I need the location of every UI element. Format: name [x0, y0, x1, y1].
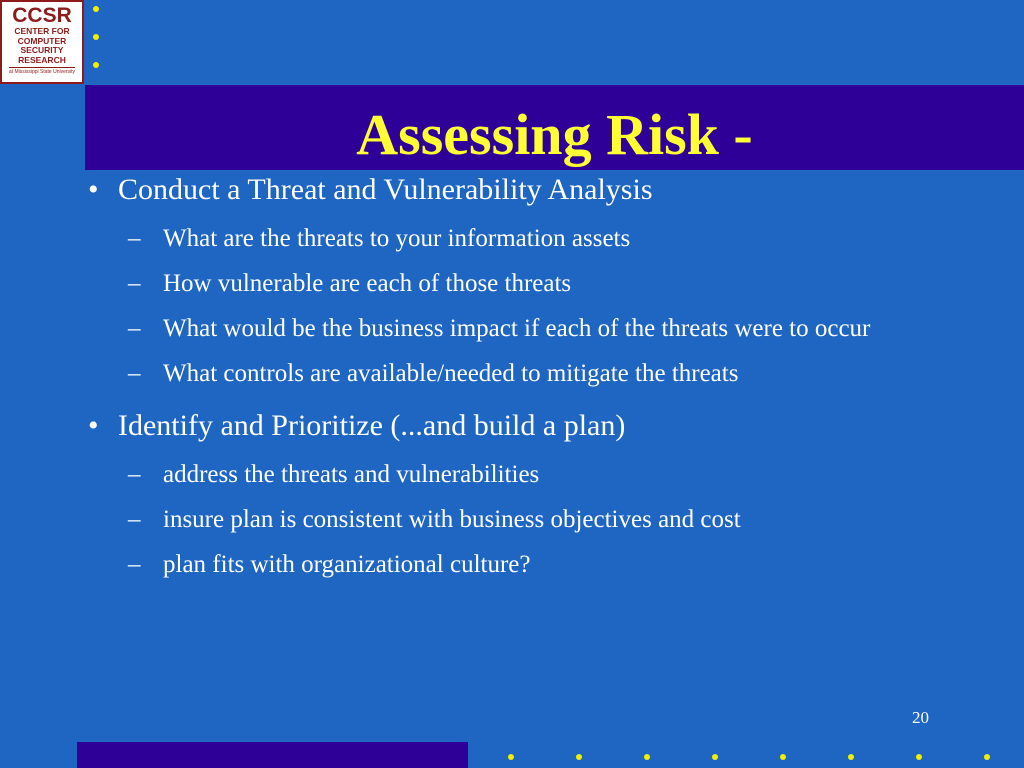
- dash-icon: –: [128, 315, 141, 342]
- sub-bullet-text: What controls are available/needed to mitigate the threats: [163, 360, 739, 387]
- sub-bullet-item: [88, 357, 908, 390]
- bullet-icon: •: [88, 409, 99, 442]
- dot-icon: [780, 754, 786, 760]
- ccsr-logo: [0, 0, 84, 84]
- dash-icon: –: [128, 360, 141, 387]
- sub-bullet-item: [88, 267, 908, 300]
- sub-bullet-text: What would be the business impact if each of the threats were to occur: [163, 315, 871, 342]
- sub-bullet-text: address the threats and vulnerabilities: [163, 461, 540, 488]
- logo-line: CENTER FOR: [14, 26, 70, 36]
- dot-icon: [712, 754, 718, 760]
- logo-line: COMPUTER: [17, 35, 67, 46]
- sub-bullet-text: insure plan is consistent with business objectives and cost: [163, 506, 741, 533]
- dot-icon: [93, 34, 99, 40]
- sub-bullet-text: What are the threats to your information assets: [163, 225, 631, 252]
- bullet-icon: •: [88, 173, 99, 206]
- sub-bullet-item: [88, 458, 908, 491]
- bullet-item: [88, 172, 908, 208]
- logo-line: RESEARCH: [18, 54, 66, 65]
- dash-icon: –: [128, 270, 141, 297]
- sub-bullet-item: [88, 222, 908, 255]
- dash-icon: –: [128, 461, 141, 488]
- dot-icon: [848, 754, 854, 760]
- dash-icon: –: [128, 506, 141, 533]
- dot-icon: [916, 754, 922, 760]
- sub-bullet-text: How vulnerable are each of those threats: [163, 270, 572, 297]
- page-number: 20: [912, 708, 929, 727]
- logo-line: SECURITY: [20, 45, 64, 55]
- sub-bullet-text: plan fits with organizational culture?: [163, 551, 531, 578]
- sub-bullet-item: [88, 312, 908, 345]
- sub-bullet-item: [88, 503, 908, 536]
- logo-subtitle: at Mississippi State University: [8, 69, 76, 75]
- bullet-item: [88, 408, 908, 444]
- dot-icon: [576, 754, 582, 760]
- bullet-text: Conduct a Threat and Vulnerability Analysis: [118, 173, 653, 206]
- dash-icon: –: [128, 225, 141, 252]
- decorative-dots-top: [93, 6, 103, 90]
- sub-bullet-item: [88, 548, 908, 581]
- footer-bar: [77, 742, 468, 768]
- dot-icon: [984, 754, 990, 760]
- logo-mark: CCSR: [12, 4, 72, 27]
- dot-icon: [93, 62, 99, 68]
- dot-icon: [93, 6, 99, 12]
- dot-icon: [508, 754, 514, 760]
- bullet-text: Identify and Prioritize (...and build a plan): [118, 409, 626, 442]
- dash-icon: –: [128, 551, 141, 578]
- slide-title: Assessing Risk -: [356, 102, 753, 167]
- dot-icon: [644, 754, 650, 760]
- slide-content: [88, 168, 908, 581]
